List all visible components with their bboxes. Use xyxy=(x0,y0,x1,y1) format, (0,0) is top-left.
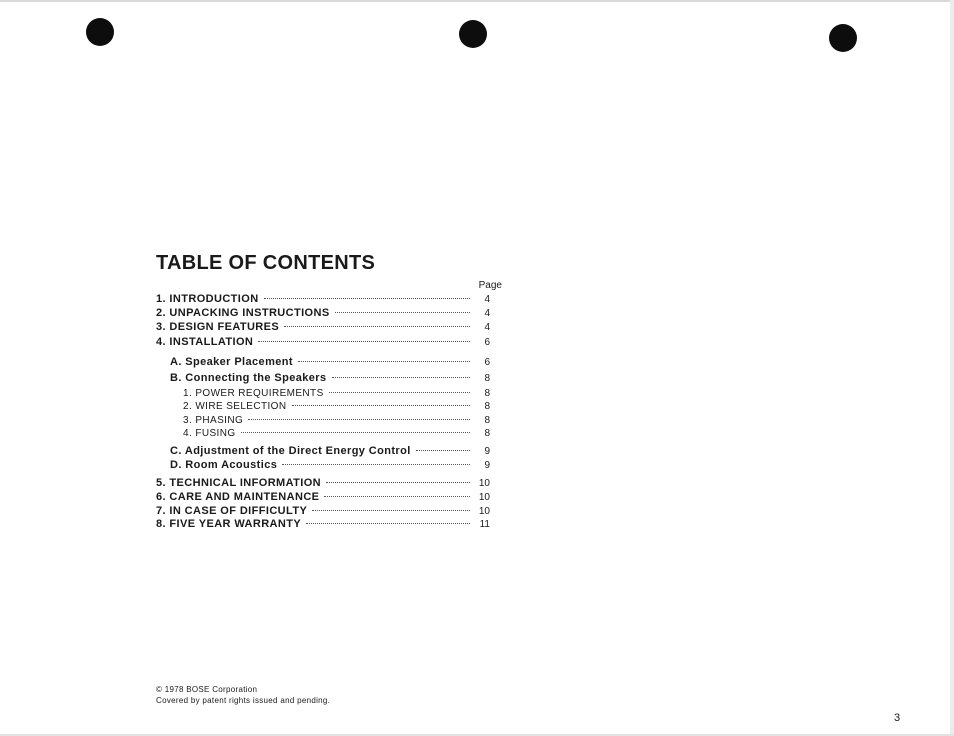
toc-entry-label: 8. FIVE YEAR WARRANTY xyxy=(156,518,302,530)
toc-entry-page: 10 xyxy=(478,492,490,503)
dot-leader xyxy=(282,464,470,465)
punch-hole-left xyxy=(86,18,114,46)
toc-entry-label: 1. POWER REQUIREMENTS xyxy=(183,388,324,399)
copyright-line: © 1978 BOSE Corporation xyxy=(156,685,258,694)
toc-entry-label: B. Connecting the Speakers xyxy=(170,372,327,384)
page-edge-top xyxy=(0,0,954,2)
toc-entry xyxy=(183,415,490,429)
toc-entry-label: A. Speaker Placement xyxy=(170,356,293,368)
dot-leader xyxy=(241,432,471,433)
toc-entry xyxy=(170,356,490,370)
dot-leader xyxy=(258,341,470,342)
toc-entry-page: 4 xyxy=(484,308,490,319)
patent-line: Covered by patent rights issued and pending. xyxy=(156,696,331,705)
punch-hole-center xyxy=(459,20,487,48)
page-edge-right xyxy=(950,0,954,736)
toc-entry xyxy=(156,307,490,321)
toc-entry-page: 6 xyxy=(484,357,490,368)
toc-entry-page: 8 xyxy=(484,428,490,439)
toc-entry-label: 3. DESIGN FEATURES xyxy=(156,321,280,333)
toc-entry xyxy=(170,445,490,459)
toc-entry-label: 6. CARE AND MAINTENANCE xyxy=(156,491,320,503)
toc-entry-page: 8 xyxy=(484,388,490,399)
toc-entry-label: 4. FUSING xyxy=(183,428,236,439)
toc-entry xyxy=(156,477,490,491)
page-number: 3 xyxy=(894,712,901,724)
toc-entry-label: 2. WIRE SELECTION xyxy=(183,401,287,412)
toc-entry-page: 8 xyxy=(484,401,490,412)
dot-leader xyxy=(335,312,470,313)
toc-entry-page: 10 xyxy=(478,506,490,517)
toc-entry-page: 9 xyxy=(484,446,490,457)
toc-entry-label: C. Adjustment of the Direct Energy Control xyxy=(170,445,411,457)
toc-entry xyxy=(156,321,490,335)
toc-entry-page: 9 xyxy=(484,460,490,471)
punch-hole-right xyxy=(829,24,857,52)
dot-leader xyxy=(326,482,470,483)
toc-entry-label: 7. IN CASE OF DIFFICULTY xyxy=(156,505,308,517)
toc-entry-label: 5. TECHNICAL INFORMATION xyxy=(156,477,322,489)
toc-entry xyxy=(183,401,490,415)
toc-entry xyxy=(156,518,490,532)
dot-leader xyxy=(292,405,471,406)
dot-leader xyxy=(298,361,470,362)
toc-entry xyxy=(183,428,490,442)
toc-entry-page: 11 xyxy=(479,519,490,530)
toc-entry-page: 10 xyxy=(478,478,490,489)
toc-entry xyxy=(170,372,490,386)
copyright-notice xyxy=(156,684,330,706)
toc-entry-page: 6 xyxy=(484,337,490,348)
toc-entry-label: 2. UNPACKING INSTRUCTIONS xyxy=(156,307,330,319)
toc-entry xyxy=(170,459,490,473)
toc-entry-page: 4 xyxy=(484,322,490,333)
dot-leader xyxy=(329,392,470,393)
toc-entry xyxy=(156,336,490,350)
dot-leader xyxy=(284,326,470,327)
toc-entry-page: 8 xyxy=(484,373,490,384)
dot-leader xyxy=(248,419,470,420)
dot-leader xyxy=(264,298,470,299)
toc-entry xyxy=(156,505,490,519)
page-title: TABLE OF CONTENTS xyxy=(156,252,376,274)
toc-entry-page: 8 xyxy=(484,415,490,426)
toc-entry-page: 4 xyxy=(484,294,490,305)
toc-entry xyxy=(183,388,490,402)
dot-leader xyxy=(324,496,470,497)
page-column-label: Page xyxy=(478,280,502,291)
toc-entry-label: D. Room Acoustics xyxy=(170,459,278,471)
toc-entry xyxy=(156,491,490,505)
toc-entry-label: 1. INTRODUCTION xyxy=(156,293,259,305)
toc-entry-label: 4. INSTALLATION xyxy=(156,336,254,348)
dot-leader xyxy=(332,377,471,378)
dot-leader xyxy=(416,450,470,451)
dot-leader xyxy=(306,523,470,524)
toc-entry xyxy=(156,293,490,307)
dot-leader xyxy=(312,510,470,511)
toc-entry-label: 3. PHASING xyxy=(183,415,244,426)
